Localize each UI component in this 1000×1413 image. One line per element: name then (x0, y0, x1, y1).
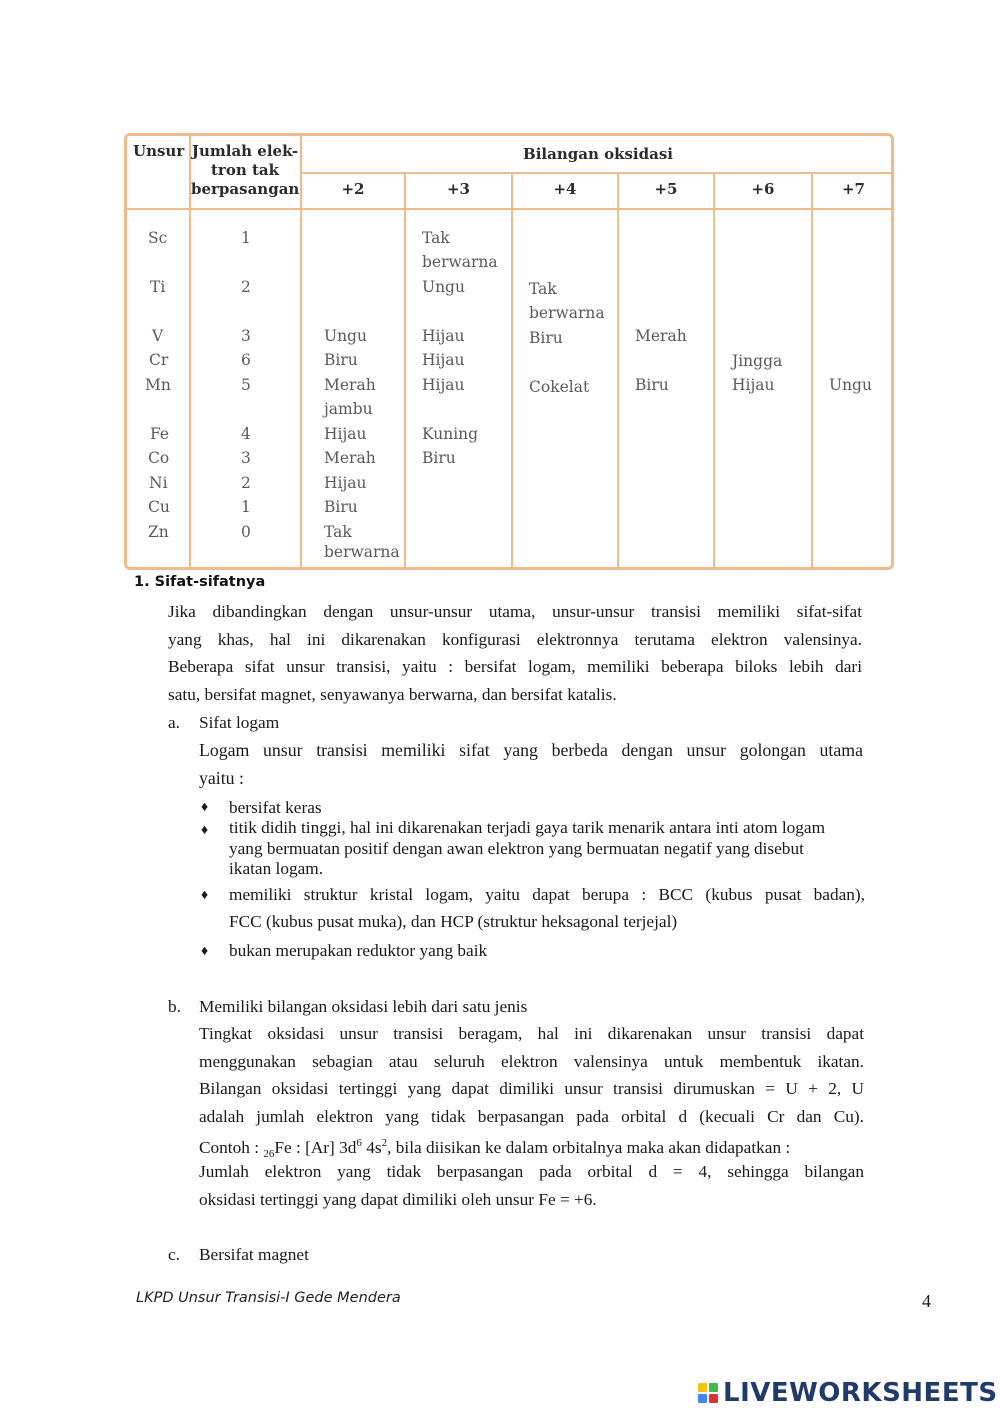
col-divider (189, 136, 191, 567)
row-divider (127, 208, 894, 210)
color-cell: Tak (324, 523, 352, 541)
unpaired-value: 1 (241, 229, 251, 247)
header-bilangan-oksidasi: Bilangan oksidasi (523, 145, 673, 163)
logo-block (698, 1394, 707, 1403)
bullet-diamond-icon: ♦ (201, 888, 209, 903)
color-cell: Merah (324, 376, 376, 394)
element-sc: Sc (148, 229, 168, 247)
sub-b-conclusion: Jumlah elektron yang tidak berpasangan pada orbital d = 4, sehingga bilangan oksidasi tertinggi yang dapat dimiliki oleh unsur Fe = +6. (199, 1162, 864, 1209)
unpaired-value: 4 (241, 425, 251, 443)
sub-a-intro: Logam unsur transisi memiliki sifat yang berbeda dengan unsur golongan utama yaitu : (199, 740, 863, 788)
section-paragraph: Jika dibandingkan dengan unsur-unsur utama, unsur-unsur transisi memiliki sifat-sifat yang khas, hal ini dikarenakan konfigurasi elektronnya terutama elektron valensinya. Beberapa sifat unsur transisi, yaitu : bersifat logam, memiliki beberapa biloks lebih dari satu, bersifat magnet, senyawanya berwarna, dan bersifat katalis. (168, 602, 862, 704)
element-cu: Cu (148, 498, 170, 516)
color-cell: berwarna (324, 543, 400, 561)
logo-block (698, 1383, 707, 1392)
bullet-text: titik didih tinggi, hal ini dikarenakan terjadi gaya tarik menarik antara inti atom logam yang bermuatan positif dengan awan elektron yang bermuatan negatif yang disebut ikatan logam. (229, 818, 826, 878)
logo-block (709, 1394, 718, 1403)
row-divider (300, 172, 894, 174)
unpaired-value: 0 (241, 523, 251, 541)
color-cell: Biru (529, 329, 563, 347)
sub-b-paragraph: Tingkat oksidasi unsur transisi beragam, hal ini dikarenakan unsur transisi dapat menggunakan sebagian atau seluruh elektron valensinya untuk membentuk ikatan. Bilangan oksidasi tertinggi yang dapat dimiliki unsur transisi dirumuskan = U + 2, U adalah jumlah elektron yang tidak berpasangan pada orbital d (kecuali Cr dan Cu). (199, 1024, 864, 1126)
element-ti: Ti (150, 278, 166, 296)
color-cell: Biru (635, 376, 669, 394)
bullet-text: bukan merupakan reduktor yang baik (229, 941, 488, 960)
color-cell: Cokelat (529, 378, 590, 396)
color-cell: berwarna (529, 304, 605, 322)
col-divider (300, 136, 302, 567)
unpaired-value: 1 (241, 498, 251, 516)
color-cell: berwarna (422, 253, 498, 271)
oxidation-state-table (124, 133, 894, 570)
bullet-diamond-icon: ♦ (201, 800, 209, 815)
element-cr: Cr (149, 351, 169, 369)
col-divider (511, 173, 513, 567)
color-cell: Tak (422, 229, 450, 247)
header-unsur: Unsur (133, 142, 185, 160)
col-divider (811, 173, 813, 567)
header-ox-plus3: +3 (446, 180, 470, 198)
element-co: Co (148, 449, 170, 467)
color-cell: Kuning (422, 425, 479, 443)
bullet-diamond-icon: ♦ (201, 823, 209, 838)
unpaired-value: 2 (241, 278, 251, 296)
liveworksheets-logo (698, 1378, 998, 1408)
sub-c-marker: c. (168, 1245, 180, 1264)
color-cell: Biru (324, 351, 358, 369)
color-cell: Ungu (829, 376, 872, 394)
element-ni: Ni (149, 474, 168, 492)
logo-block (709, 1383, 718, 1392)
color-cell: Merah (324, 449, 376, 467)
unpaired-value: 3 (241, 327, 251, 345)
col-divider (404, 173, 406, 567)
color-cell: Hijau (422, 376, 465, 394)
color-cell: Biru (422, 449, 456, 467)
header-ox-plus4: +4 (553, 180, 577, 198)
footer-title: LKPD Unsur Transisi-I Gede Mendera (136, 1290, 401, 1306)
sub-a-marker: a. (168, 713, 180, 732)
color-cell: Hijau (324, 425, 367, 443)
logo-icon (698, 1383, 718, 1403)
col-divider (617, 173, 619, 567)
header-jumlah: Jumlah elek- tron tak berpasangan (191, 142, 300, 198)
color-cell: Merah (635, 327, 687, 345)
header-ox-plus6: +6 (751, 180, 775, 198)
element-v: V (152, 327, 164, 345)
color-cell: Ungu (324, 327, 367, 345)
color-cell: Tak (529, 280, 557, 298)
logo-text: LIVEWORKSHEETS (723, 1378, 998, 1408)
unpaired-value: 5 (241, 376, 251, 394)
section-heading: 1. Sifat-sifatnya (134, 574, 266, 590)
color-cell: Jingga (732, 352, 783, 370)
sub-b-title: Memiliki bilangan oksidasi lebih dari satu jenis (199, 997, 528, 1016)
element-zn: Zn (148, 523, 169, 541)
sub-b-example: Contoh : $_{26}$Fe : [Ar] $3d^6$ $4s^2$, bila diisikan ke dalam orbitalnya maka akan didapatkan : (199, 1137, 791, 1161)
color-cell: Hijau (324, 474, 367, 492)
sub-b-marker: b. (168, 997, 181, 1016)
sub-a-title: Sifat logam (199, 713, 280, 732)
color-cell: Biru (324, 498, 358, 516)
bullet-text: memiliki struktur kristal logam, yaitu dapat berupa : BCC (kubus pusat badan), FCC (kubus pusat muka), dan HCP (struktur heksagonal terjejal) (229, 885, 865, 931)
color-cell: Hijau (422, 351, 465, 369)
bullet-text: bersifat keras (229, 798, 322, 817)
page-number: 4 (922, 1291, 931, 1311)
unpaired-value: 2 (241, 474, 251, 492)
unpaired-value: 6 (241, 351, 251, 369)
element-fe: Fe (150, 425, 170, 443)
header-ox-plus2: +2 (341, 180, 365, 198)
sub-c-title: Bersifat magnet (199, 1245, 309, 1264)
color-cell: Hijau (732, 376, 775, 394)
col-divider (713, 173, 715, 567)
bullet-diamond-icon: ♦ (201, 944, 209, 959)
header-ox-plus5: +5 (654, 180, 678, 198)
color-cell: Hijau (422, 327, 465, 345)
header-ox-plus7: +7 (841, 180, 865, 198)
color-cell: jambu (324, 400, 373, 418)
unpaired-value: 3 (241, 449, 251, 467)
color-cell: Ungu (422, 278, 465, 296)
element-mn: Mn (145, 376, 171, 394)
